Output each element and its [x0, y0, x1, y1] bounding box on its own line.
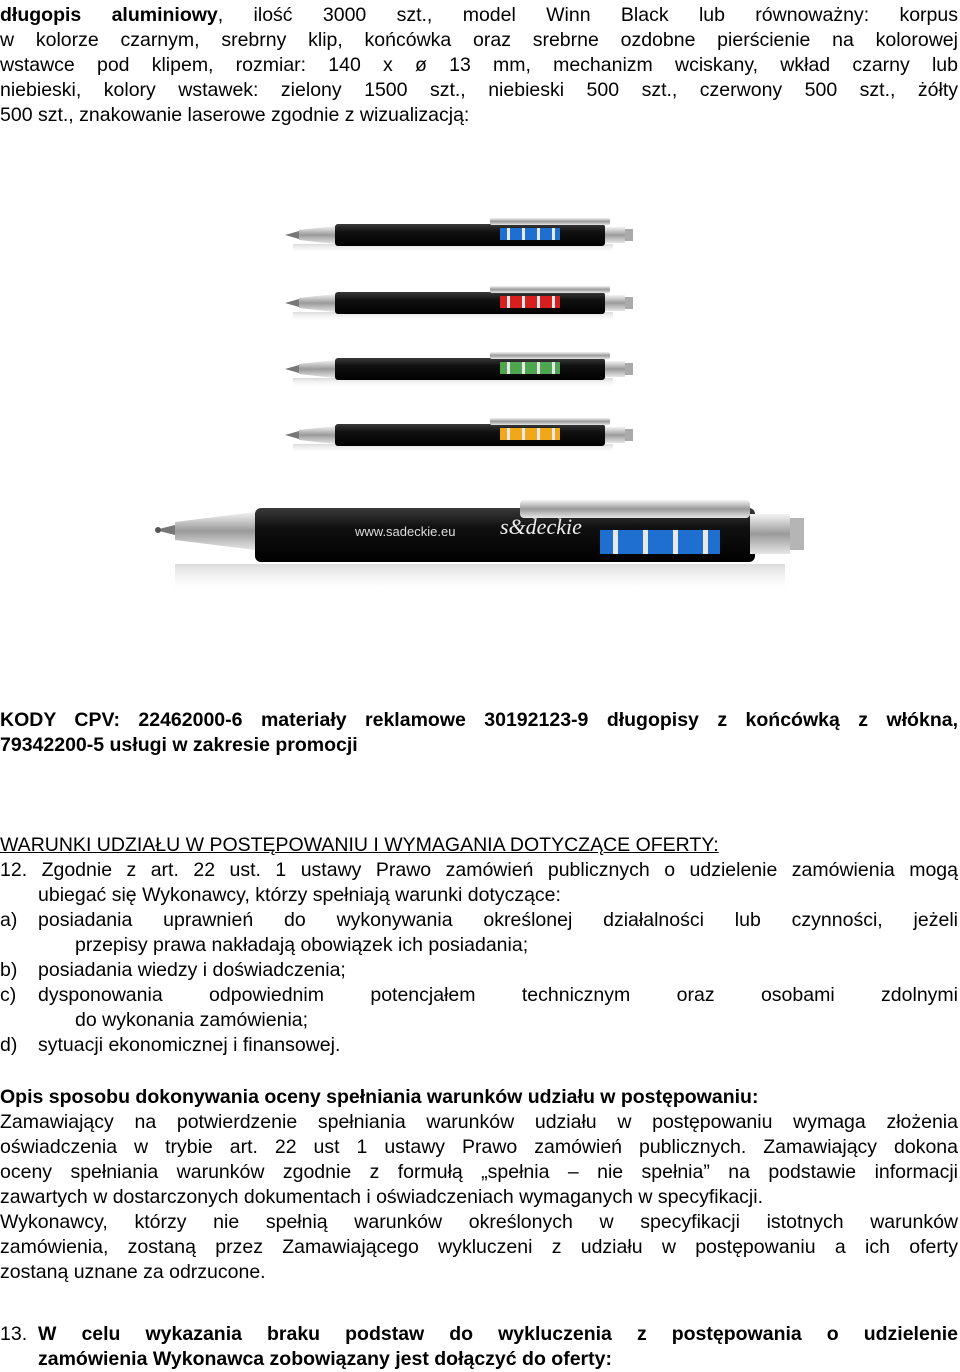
list-item: [0, 958, 960, 983]
assessment-line-2: oświadczenia w trybie art. 22 ust 1 ustawy Prawo zamówień publicznych. Zamawiający dokona: [0, 1136, 958, 1158]
pen-visualization: [130, 200, 830, 620]
section-13-line-1: W celu wykazania braku podstaw do wykluczenia z postępowania o udzielenie: [38, 1323, 958, 1345]
conditions-list: [0, 908, 960, 1058]
list-item: [0, 983, 960, 1033]
assessment-line-7: zostaną uznane za odrzucone.: [0, 1261, 266, 1283]
pen-blue: [285, 218, 633, 254]
pen-visualization-svg: [130, 200, 830, 620]
cpv-line-1: KODY CPV: 22462000-6 materiały reklamowe 30192123-9 długopisy z końcówką z włókna,: [0, 709, 958, 731]
conditions-heading: WARUNKI UDZIAŁU W POSTĘPOWANIU I WYMAGANIA DOTYCZĄCE OFERTY:: [0, 834, 719, 856]
spec-line-3: wstawce pod klipem, rozmiar: 140 x ø 13 mm, mechanizm wciskany, wkład czarny lub: [0, 54, 958, 76]
spec-line-4: niebieski, kolory wstawek: zielony 1500 szt., niebieski 500 szt., czerwony 500 szt., żółty: [0, 79, 958, 101]
assessment-line-6: zamówienia, zostaną przez Zamawiającego wykluczeni z udziału w postępowaniu a ich oferty: [0, 1236, 958, 1258]
list-item-letter: b): [0, 959, 18, 981]
pen-red: [285, 286, 633, 322]
spec-line-2: w kolorze czarnym, srebrny klip, końcówka oraz srebrne ozdobne pierścienie na kolorowej: [0, 29, 958, 51]
product-name: długopis aluminiowy: [0, 4, 218, 26]
spec-line-5: 500 szt., znakowanie laserowe zgodnie z wizualizacją:: [0, 104, 470, 126]
list-item-text-cont: do wykonania zamówienia;: [75, 1009, 309, 1031]
pen-engraved-logo: s&deckie: [500, 514, 582, 539]
section-13-number: 13.: [0, 1323, 28, 1345]
spec-line-1: [0, 3, 958, 28]
assessment-heading: Opis sposobu dokonywania oceny spełniania warunków udziału w postępowaniu:: [0, 1086, 759, 1108]
assessment-line-3: oceny spełniania warunków zgodnie z formułą „spełnia – nie spełnia” na podstawie informacji: [0, 1161, 958, 1183]
assessment-line-1: Zamawiający na potwierdzenie spełniania warunków udziału w postępowaniu wymaga złożenia: [0, 1111, 958, 1133]
list-item-text-cont: przepisy prawa nakładają obowiązek ich posiadania;: [75, 934, 529, 956]
list-item: [0, 1033, 960, 1058]
list-item-text: posiadania uprawnień do wykonywania określonej działalności lub czynności, jeżeli: [38, 909, 958, 931]
list-item-letter: c): [0, 984, 17, 1006]
pen-engraved-url: www.sadeckie.eu: [355, 524, 456, 539]
assessment-line-4: zawartych w dostarczonych dokumentach i oświadczeniach wymaganych w specyfikacji.: [0, 1186, 764, 1208]
p12-line-1: 12. Zgodnie z art. 22 ust. 1 ustawy Prawo zamówień publicznych o udzielenie zamówienia mogą: [0, 859, 958, 881]
section-13-line-2: zamówienia Wykonawca zobowiązany jest dołączyć do oferty:: [38, 1348, 612, 1370]
cpv-line-2: 79342200-5 usługi w zakresie promocji: [0, 734, 358, 756]
list-item-letter: d): [0, 1034, 18, 1056]
pen-yellow: [285, 418, 633, 454]
list-item-text: posiadania wiedzy i doświadczenia;: [38, 959, 346, 981]
list-item-letter: a): [0, 909, 18, 931]
list-item: [0, 908, 960, 958]
pen-green: [285, 352, 633, 388]
assessment-line-5: Wykonawcy, którzy nie spełnią warunków określonych w specyfikacji istotnych warunków: [0, 1211, 958, 1233]
pen-large: [155, 500, 804, 594]
spec-line-1-rest: , ilość 3000 szt., model Winn Black lub równoważny: korpus: [217, 4, 958, 26]
list-item-text: sytuacji ekonomicznej i finansowej.: [38, 1034, 341, 1056]
p12-line-2: ubiegać się Wykonawcy, którzy spełniają warunki dotyczące:: [38, 884, 561, 906]
list-item-text: dysponowania odpowiednim potencjałem technicznym oraz osobami zdolnymi: [38, 984, 958, 1006]
